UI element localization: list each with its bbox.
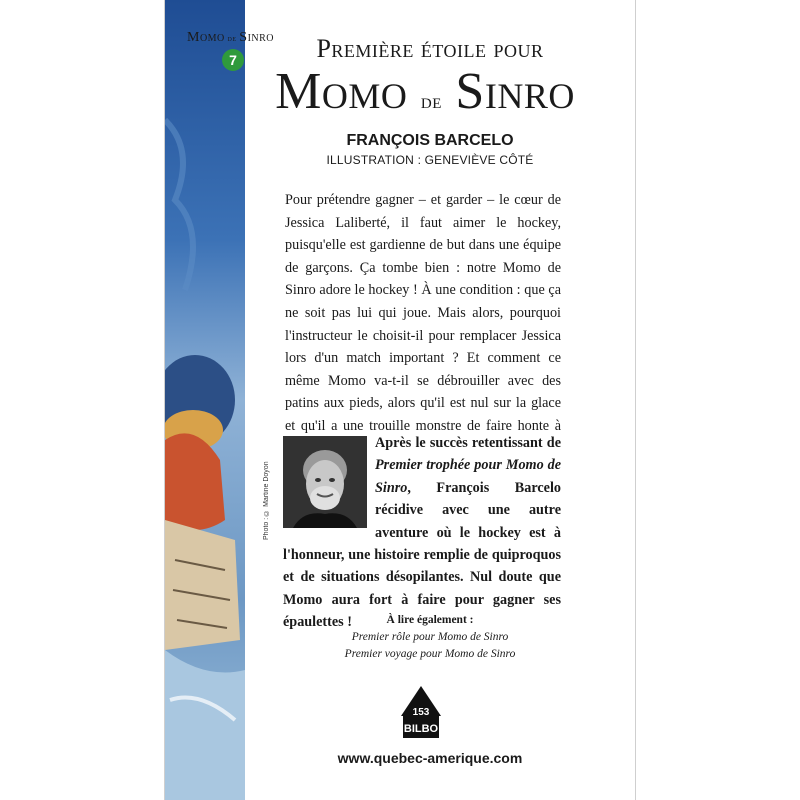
svg-text:BILBO: BILBO (403, 723, 439, 735)
publisher-website: www.quebec-amerique.com (337, 750, 523, 766)
author-name: FRANÇOIS BARCELO (346, 132, 514, 149)
also-read-section (305, 612, 555, 663)
illustrator-credit: ILLUSTRATION : GENEVIÈVE CÔTÉ (326, 153, 534, 167)
series-number-badge: 7 (222, 49, 244, 71)
series-name: Momo de Sinro (187, 30, 275, 45)
synopsis-text: Pour prétendre gagner – et garder – le cœur de Jessica Laliberté, il faut aimer le hockey, puisqu'elle est gardienne de but dans une équipe de garçons. Ça tombe bien : notre Momo de Sinro adore le hockey ! À une condition : que ça ne soit pas lui qui joue. Mais alors, pourquoi l'instructeur le choisit-il pour remplacer Jessica lors d'un match important ? Et comment ce même Momo va-t-il se débrouiller avec des patins aux pieds, alors qu'il est nul sur la glace et qu'il a une trouille monstre de faire honte à (285, 192, 561, 434)
title-line-2: Momo de Sinro (275, 63, 575, 120)
photo-credit: Photo : © Martine Doyon (263, 461, 270, 540)
also-read-heading: À lire également : (386, 614, 474, 626)
svg-text:153: 153 (412, 707, 430, 718)
also-read-book: Premier voyage pour Momo de Sinro (344, 648, 516, 660)
bio-book-title: Premier trophée pour Momo de Sinro (375, 457, 561, 496)
book-back-cover (164, 0, 636, 800)
spine-illustration (165, 0, 245, 800)
title-line-1: Première étoile pour (316, 34, 544, 63)
also-read-book: Premier rôle pour Momo de Sinro (351, 631, 509, 643)
bilbo-logo (401, 686, 441, 738)
author-bio: Après le succès retentissant de Premier trophée pour Momo de Sinro, François Barcelo récidive avec une autre aventure où le hockey est à l'honneur, une histoire remplie de quiproquos et de situations désopilantes. Nul doute que Momo aura fort à faire pour gagner ses épaulettes ! (283, 435, 561, 631)
author-photo (283, 436, 367, 528)
